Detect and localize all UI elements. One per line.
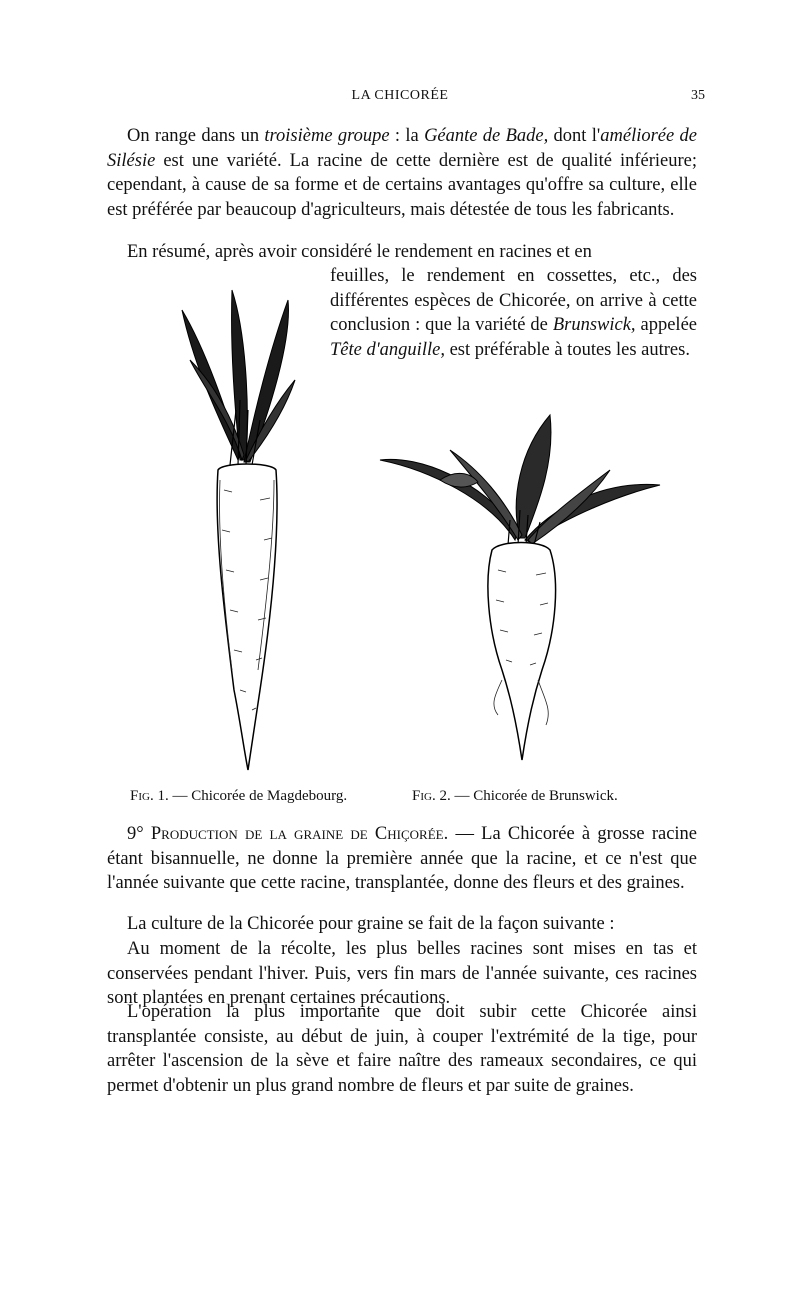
figure-magdebourg-illustration	[160, 270, 320, 780]
page-header	[0, 88, 800, 110]
paragraph-summary-side: feuilles, le rendement en cossettes, etc., des différentes espèces de Chicorée, on arrive à cette conclusion : que la variété de Brunswick, appelée Tête d'anguille, est préférable à toutes les autres.	[330, 266, 697, 360]
section-heading: Production de la graine de Chiçorée.	[150, 824, 449, 844]
paragraph-third-group: On range dans un troisième groupe : la Géante de Bade, dont l'améliorée de Silésie est une variété. La racine de cette dernière est de qualité inférieure; cependant, à cause de sa forme et de certains avantages qu'offre sa culture, elle est préférée par beaucoup d'agriculteurs, mais détestée de tous les fabricants.	[107, 126, 698, 220]
figure-1-caption: Fig. 1. — Chicorée de Magdebourg.	[130, 788, 348, 804]
paragraph-summary-lead: En résumé, après avoir considéré le rendement en racines et en	[127, 242, 592, 262]
paragraph-seed-method: La culture de la Chicorée pour graine se fait de la façon suivante :	[127, 914, 615, 934]
section-number: 9°	[127, 824, 144, 844]
section-seed-production: 9° Production de la graine de Chiçorée. — La Chicorée à grosse racine étant bisannuelle, ne donne la première année que la racine, et ce n'est que l'année suivante que cette racine, transplantée, donne des fleurs et des graines.	[107, 824, 698, 893]
page-number: 35	[691, 88, 705, 103]
figure-2-caption: Fig. 2. — Chicorée de Brunswick.	[412, 788, 618, 804]
figure-brunswick-illustration	[370, 410, 670, 780]
paragraph-harvest: Au moment de la récolte, les plus belles racines sont mises en tas et conservées pendant l'hiver. Puis, vers fin mars de l'année suivante, ces racines sont plantées en prenant certaines précautions.	[107, 939, 697, 1008]
brunswick-root	[488, 543, 556, 761]
paragraph-transplant-operation: L'opération la plus importante que doit subir cette Chicorée ainsi transplantée consiste, au début de juin, à couper l'extrémité de la tige, pour arrêter l'ascension de la sève et faire naître des rameaux secondaires, ce qui permet d'obtenir un plus grand nombre de fleurs et par suite de graines.	[107, 1002, 697, 1096]
running-title: LA CHICORÉE	[351, 88, 449, 103]
